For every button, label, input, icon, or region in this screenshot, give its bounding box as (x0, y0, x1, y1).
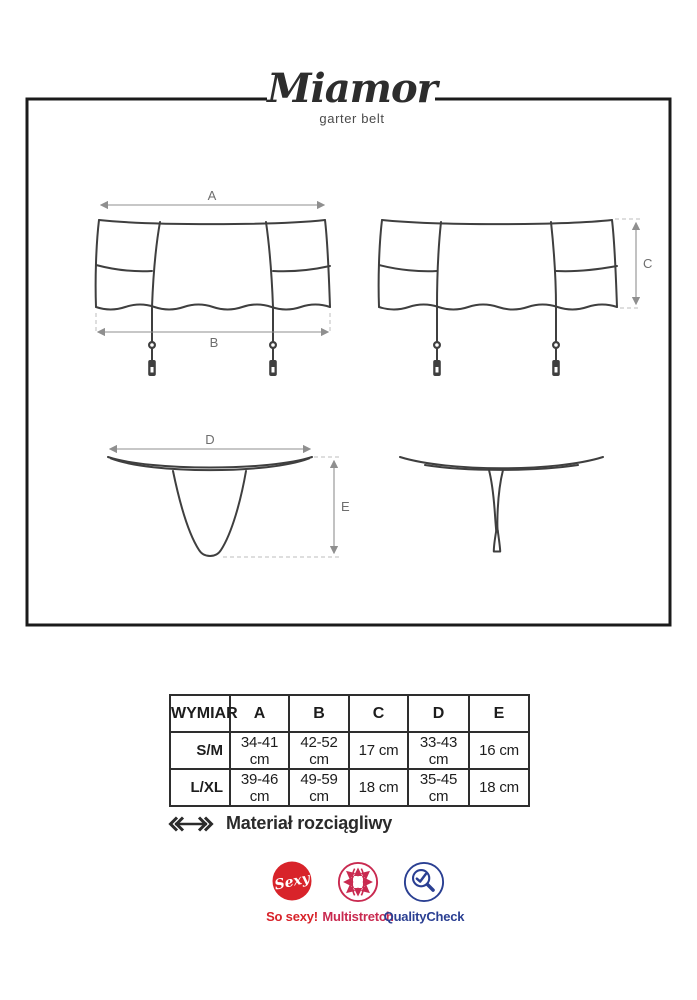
cell-value: 42-52 cm (289, 732, 349, 769)
badge-row (259, 861, 465, 924)
thong-front-drawing (108, 457, 312, 556)
double-arrow-icon (168, 814, 214, 834)
stretch-note (168, 813, 392, 834)
header-e: E (469, 695, 529, 732)
header-d: D (408, 695, 469, 732)
cell-value: 17 cm (349, 732, 408, 769)
dimension-a-label: A (207, 188, 217, 203)
table-row-lxl (170, 769, 529, 806)
badge-sexy (259, 861, 325, 924)
dimension-c-label: C (643, 256, 653, 271)
cell-value: 39-46 cm (230, 769, 289, 806)
product-type-label: garter belt (319, 111, 385, 126)
header-c: C (349, 695, 408, 732)
cell-value: 18 cm (349, 769, 408, 806)
qualitycheck-magnifier-icon (403, 861, 445, 903)
stretch-note-label: Materiał rozciągliwy (226, 813, 393, 833)
sexy-badge-icon (271, 861, 313, 903)
brand-logo (247, 65, 457, 126)
dimension-leader-lines (96, 219, 641, 557)
multistretch-icon (337, 861, 379, 903)
cell-value: 49-59 cm (289, 769, 349, 806)
dimension-b-label: B (209, 335, 219, 350)
garter-front-drawing (96, 220, 330, 376)
table-row-sm (170, 732, 529, 769)
header-wymiar: WYMIAR (170, 695, 230, 732)
badge-sexy-label: So sexy! (266, 909, 318, 924)
cell-value: 33-43 cm (408, 732, 469, 769)
garter-back-drawing (379, 220, 617, 376)
cell-value: 16 cm (469, 732, 529, 769)
dimension-lines (98, 205, 636, 553)
brand-name: Miamor (267, 65, 437, 112)
dimension-e-label: E (341, 499, 350, 514)
svg-text:Sexy: Sexy (273, 870, 312, 894)
cell-value: 35-45 cm (408, 769, 469, 806)
frame-border (27, 99, 670, 625)
size-table (169, 694, 530, 807)
cell-value: 34-41 cm (230, 732, 289, 769)
size-label: S/M (170, 732, 230, 769)
size-label: L/XL (170, 769, 230, 806)
cell-value: 18 cm (469, 769, 529, 806)
size-table-header-row (170, 695, 529, 732)
thong-back-drawing (400, 457, 603, 552)
header-a: A (230, 695, 289, 732)
badge-multistretch (322, 861, 394, 924)
dimension-d-label: D (205, 432, 215, 447)
badge-qualitycheck (383, 861, 465, 924)
badge-qualitycheck-label: QualityCheck (383, 909, 465, 924)
header-b: B (289, 695, 349, 732)
badge-multistretch-label: Multistretch (322, 909, 394, 924)
